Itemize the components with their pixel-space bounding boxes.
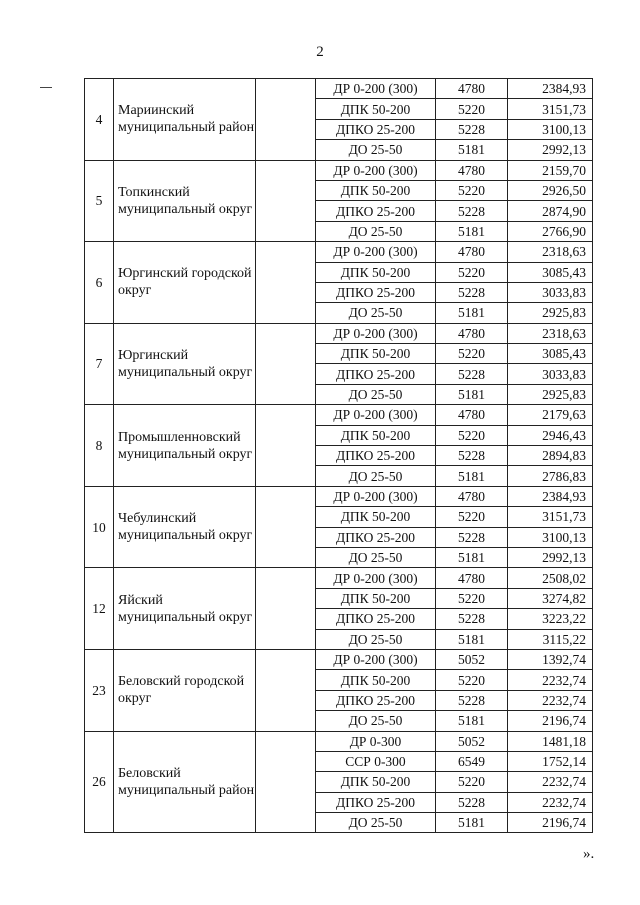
fuel-code: 5220: [436, 772, 508, 792]
blank-cell: [256, 160, 316, 242]
price-value: 3115,22: [508, 629, 593, 649]
table-row: [85, 242, 593, 262]
price-value: 2196,74: [508, 711, 593, 731]
price-value: 1481,18: [508, 731, 593, 751]
blank-cell: [256, 568, 316, 650]
fuel-code: 4780: [436, 242, 508, 262]
fuel-grade: ДПК 50-200: [316, 99, 436, 119]
fuel-code: 5228: [436, 446, 508, 466]
fuel-code: 5228: [436, 690, 508, 710]
fuel-grade: ДПК 50-200: [316, 507, 436, 527]
price-value: 2926,50: [508, 180, 593, 200]
fuel-code: 4780: [436, 568, 508, 588]
price-value: 2318,63: [508, 323, 593, 343]
price-value: 3151,73: [508, 507, 593, 527]
price-value: 3274,82: [508, 588, 593, 608]
price-value: 2232,74: [508, 690, 593, 710]
fuel-code: 5181: [436, 140, 508, 160]
price-value: 2159,70: [508, 160, 593, 180]
fuel-code: 4780: [436, 79, 508, 99]
blank-cell: [256, 79, 316, 161]
fuel-code: 5220: [436, 344, 508, 364]
district-number: 8: [85, 405, 114, 487]
fuel-code: 5228: [436, 201, 508, 221]
fuel-grade: ДПКО 25-200: [316, 119, 436, 139]
district-number: 4: [85, 79, 114, 161]
table-row: [85, 323, 593, 343]
fuel-grade: ДР 0-300: [316, 731, 436, 751]
district-number: 6: [85, 242, 114, 324]
fuel-code: 5181: [436, 303, 508, 323]
fuel-code: 5052: [436, 731, 508, 751]
fuel-grade: ДО 25-50: [316, 711, 436, 731]
price-value: 3100,13: [508, 527, 593, 547]
price-value: 2232,74: [508, 792, 593, 812]
fuel-code: 5220: [436, 425, 508, 445]
fuel-grade: ДР 0-200 (300): [316, 568, 436, 588]
district-name: Юргинский муниципальный округ: [114, 323, 256, 405]
price-value: 2874,90: [508, 201, 593, 221]
fuel-grade: ДО 25-50: [316, 629, 436, 649]
fuel-code: 5220: [436, 670, 508, 690]
fuel-grade: ДПКО 25-200: [316, 609, 436, 629]
table-row: [85, 160, 593, 180]
table-row: [85, 731, 593, 751]
price-value: 3100,13: [508, 119, 593, 139]
fuel-grade: ДПКО 25-200: [316, 446, 436, 466]
price-value: 2946,43: [508, 425, 593, 445]
fuel-code: 5181: [436, 711, 508, 731]
district-number: 12: [85, 568, 114, 650]
table-row: [85, 649, 593, 669]
price-value: 3085,43: [508, 262, 593, 282]
fuel-grade: ДР 0-200 (300): [316, 160, 436, 180]
fuel-grade: ДР 0-200 (300): [316, 79, 436, 99]
price-value: 2179,63: [508, 405, 593, 425]
district-name: Юргинский городской округ: [114, 242, 256, 324]
table-row: [85, 568, 593, 588]
fuel-grade: ДР 0-200 (300): [316, 405, 436, 425]
district-name: Топкинский муниципальный округ: [114, 160, 256, 242]
price-value: 2894,83: [508, 446, 593, 466]
price-value: 2318,63: [508, 242, 593, 262]
blank-cell: [256, 242, 316, 324]
fuel-code: 5220: [436, 180, 508, 200]
table-row: [85, 79, 593, 99]
district-number: 23: [85, 649, 114, 731]
price-value: 2992,13: [508, 547, 593, 567]
fuel-code: 5228: [436, 119, 508, 139]
district-name: Мариинский муниципальный район: [114, 79, 256, 161]
fuel-code: 5228: [436, 609, 508, 629]
price-value: 2925,83: [508, 384, 593, 404]
price-table: [84, 78, 593, 833]
blank-cell: [256, 649, 316, 731]
fuel-grade: ДО 25-50: [316, 221, 436, 241]
price-value: 3223,22: [508, 609, 593, 629]
fuel-grade: ДПК 50-200: [316, 344, 436, 364]
fuel-grade: ДПКО 25-200: [316, 690, 436, 710]
page-number: 2: [316, 44, 324, 60]
fuel-grade: ДО 25-50: [316, 466, 436, 486]
fuel-code: 5228: [436, 364, 508, 384]
district-name: Беловский городской округ: [114, 649, 256, 731]
fuel-grade: ДПКО 25-200: [316, 364, 436, 384]
fuel-grade: ДО 25-50: [316, 140, 436, 160]
district-number: 10: [85, 486, 114, 568]
price-table-body: [85, 79, 593, 833]
fuel-code: 5220: [436, 99, 508, 119]
district-name: Чебулинский муниципальный округ: [114, 486, 256, 568]
fuel-code: 4780: [436, 323, 508, 343]
fuel-grade: ДО 25-50: [316, 547, 436, 567]
blank-cell: [256, 486, 316, 568]
margin-tick: [40, 87, 52, 88]
fuel-grade: ССР 0-300: [316, 751, 436, 771]
closing-quote: ».: [583, 846, 595, 862]
price-value: 2232,74: [508, 670, 593, 690]
fuel-grade: ДР 0-200 (300): [316, 649, 436, 669]
price-value: 3033,83: [508, 364, 593, 384]
district-number: 7: [85, 323, 114, 405]
price-value: 2786,83: [508, 466, 593, 486]
fuel-code: 5181: [436, 221, 508, 241]
fuel-grade: ДПК 50-200: [316, 262, 436, 282]
fuel-code: 5220: [436, 262, 508, 282]
fuel-code: 5228: [436, 527, 508, 547]
district-name: Промышленновский муниципальный округ: [114, 405, 256, 487]
fuel-code: 5228: [436, 282, 508, 302]
district-number: 5: [85, 160, 114, 242]
fuel-grade: ДПК 50-200: [316, 180, 436, 200]
fuel-code: 4780: [436, 405, 508, 425]
price-value: 2384,93: [508, 79, 593, 99]
fuel-grade: ДО 25-50: [316, 384, 436, 404]
price-value: 3151,73: [508, 99, 593, 119]
price-value: 2766,90: [508, 221, 593, 241]
fuel-grade: ДО 25-50: [316, 303, 436, 323]
fuel-code: 5220: [436, 507, 508, 527]
fuel-code: 5228: [436, 792, 508, 812]
price-value: 3033,83: [508, 282, 593, 302]
fuel-grade: ДПК 50-200: [316, 670, 436, 690]
blank-cell: [256, 323, 316, 405]
price-value: 2925,83: [508, 303, 593, 323]
price-value: 1752,14: [508, 751, 593, 771]
fuel-grade: ДПКО 25-200: [316, 792, 436, 812]
fuel-grade: ДПКО 25-200: [316, 282, 436, 302]
fuel-grade: ДР 0-200 (300): [316, 486, 436, 506]
fuel-grade: ДПКО 25-200: [316, 201, 436, 221]
fuel-grade: ДПКО 25-200: [316, 527, 436, 547]
table-row: [85, 486, 593, 506]
price-value: 2196,74: [508, 813, 593, 833]
fuel-code: 5052: [436, 649, 508, 669]
fuel-code: 5181: [436, 384, 508, 404]
fuel-code: 4780: [436, 160, 508, 180]
fuel-grade: ДПК 50-200: [316, 588, 436, 608]
table-row: [85, 405, 593, 425]
district-name: Беловский муниципальный район: [114, 731, 256, 833]
fuel-grade: ДР 0-200 (300): [316, 242, 436, 262]
fuel-code: 5181: [436, 629, 508, 649]
blank-cell: [256, 405, 316, 487]
price-value: 2232,74: [508, 772, 593, 792]
fuel-grade: ДР 0-200 (300): [316, 323, 436, 343]
price-value: 2992,13: [508, 140, 593, 160]
fuel-grade: ДПК 50-200: [316, 772, 436, 792]
fuel-code: 5181: [436, 466, 508, 486]
fuel-grade: ДПК 50-200: [316, 425, 436, 445]
price-value: 2508,02: [508, 568, 593, 588]
blank-cell: [256, 731, 316, 833]
price-value: 3085,43: [508, 344, 593, 364]
fuel-grade: ДО 25-50: [316, 813, 436, 833]
price-value: 1392,74: [508, 649, 593, 669]
price-value: 2384,93: [508, 486, 593, 506]
district-number: 26: [85, 731, 114, 833]
fuel-code: 5220: [436, 588, 508, 608]
fuel-code: 6549: [436, 751, 508, 771]
fuel-code: 5181: [436, 813, 508, 833]
fuel-code: 4780: [436, 486, 508, 506]
fuel-code: 5181: [436, 547, 508, 567]
district-name: Яйский муниципальный округ: [114, 568, 256, 650]
